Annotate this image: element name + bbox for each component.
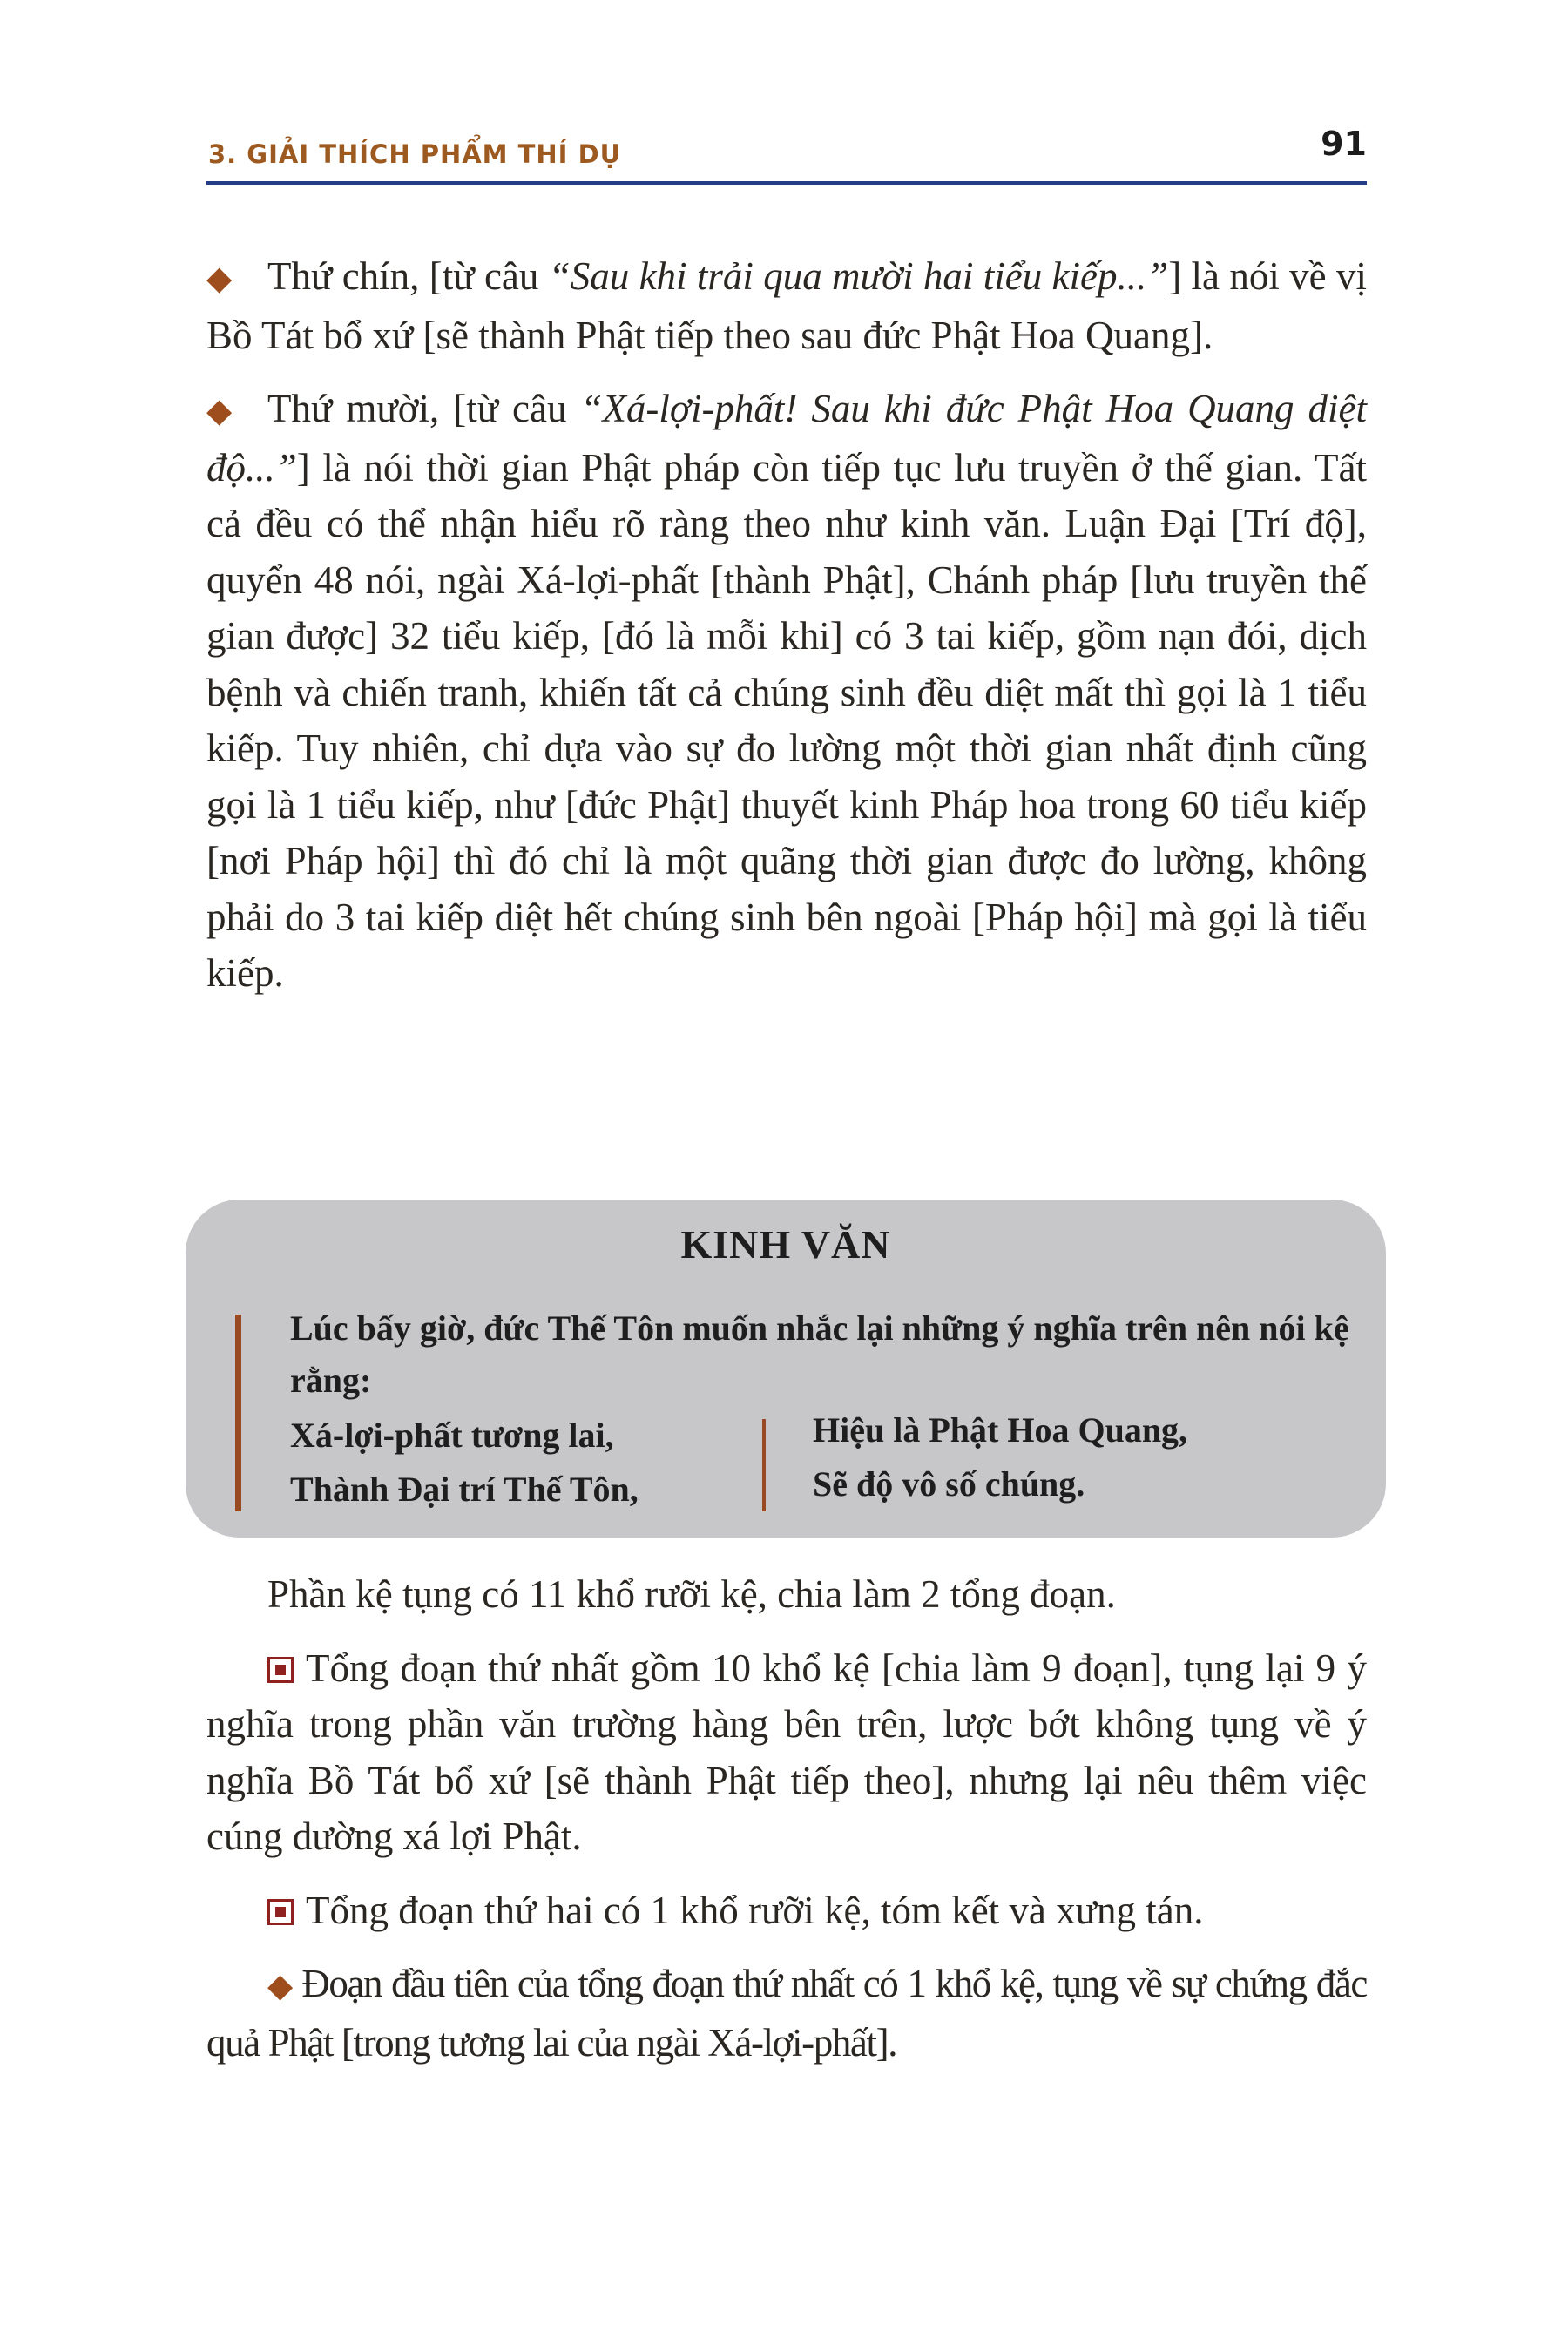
diamond-icon: ◆ (267, 1968, 294, 2004)
paragraph-tenth-quote: “Xá-lợi-phất! Sau khi đức Phật Hoa Quang diệt độ...” (206, 387, 1367, 490)
kinh-van-box (186, 1200, 1386, 1538)
diamond-icon: ◆ (206, 393, 233, 429)
body-text-bottom (206, 1566, 1367, 2071)
paragraph-tenth (206, 381, 1367, 1002)
paragraph-ninth (206, 248, 1367, 363)
paragraph-section-1 (206, 1640, 1367, 1865)
verse-right (813, 1403, 1187, 1511)
square-bullet-icon (267, 1899, 294, 1925)
paragraph-ninth-lead: Thứ chín, [từ câu (267, 254, 549, 298)
verse-line: Xá-lợi-phất tương lai, (290, 1416, 614, 1455)
paragraph-last-text: Đoạn đầu tiên của tổng đoạn thứ nhất có 1 khổ kệ, tụng về sự chứng đắc quả Phật [trong tương lai của ngài Xá-lợi-phất]. (206, 1962, 1367, 2065)
page-header (206, 120, 1367, 185)
kinh-van-title: KINH VĂN (680, 1222, 891, 1267)
diamond-icon: ◆ (206, 260, 233, 297)
paragraph-section-1-text: Tổng đoạn thứ nhất gồm 10 khổ kệ [chia làm 9 đoạn], tụng lại 9 ý nghĩa trong phần văn trường hàng bên trên, lược bớt không tụng về ý nghĩa Bồ Tát bổ xứ [sẽ thành Phật tiếp theo], nhưng lại nêu thêm việc cúng dường xá lợi Phật. (206, 1646, 1367, 1858)
paragraph-tenth-rest: ] là nói thời gian Phật pháp còn tiếp tục lưu truyền ở thế gian. Tất cả đều có thể nhận hiểu rõ ràng theo như kinh văn. Luận Đại [Trí độ], quyển 48 nói, ngài Xá-lợi-phất [thành Phật], Chánh pháp [lưu truyền thế gian được] 32 tiểu kiếp, [đó là mỗi khi] có 3 tai kiếp, gồm nạn đói, dịch bệnh và chiến tranh, khiến tất cả chúng sinh đều diệt mất thì gọi là 1 tiểu kiếp. Tuy nhiên, chỉ dựa vào sự đo lường một thời gian nhất định cũng gọi là 1 tiểu kiếp, như [đức Phật] thuyết kinh Pháp hoa trong 60 tiểu kiếp [nơi Pháp hội] thì đó chỉ là một quãng thời gian được đo lường, không phải do 3 tai kiếp diệt hết chúng sinh bên ngoài [Pháp hội] mà gọi là tiểu kiếp. (206, 445, 1367, 995)
left-accent-bar (235, 1315, 241, 1511)
page-number: 91 (1321, 125, 1367, 163)
paragraph-last (206, 1956, 1367, 2071)
paragraph-section-2-text: Tổng đoạn thứ hai có 1 khổ rưỡi kệ, tóm kết và xưng tán. (306, 1888, 1204, 1932)
verse-left (290, 1409, 639, 1517)
chapter-title: 3. GIẢI THÍCH PHẨM THÍ DỤ (208, 139, 622, 169)
body-text-top (206, 248, 1367, 1002)
verse-line: Sẽ độ vô số chúng. (813, 1464, 1085, 1504)
paragraph-section-2 (206, 1882, 1367, 1939)
paragraph-ninth-rest: ] là nói về vị Bồ Tát bổ xứ [sẽ thành Phật tiếp theo sau đức Phật Hoa Quang]. (206, 254, 1367, 357)
verse-divider (762, 1419, 766, 1511)
verse-line: Thành Đại trí Thế Tôn, (290, 1470, 639, 1509)
verse-line: Hiệu là Phật Hoa Quang, (813, 1410, 1188, 1450)
paragraph-ninth-quote: “Sau khi trải qua mười hai tiểu kiếp...” (548, 254, 1169, 298)
kinh-van-intro: Lúc bấy giờ, đức Thế Tôn muốn nhắc lại những ý nghĩa trên nên nói kệ rằng: (290, 1308, 1349, 1400)
paragraph-tenth-lead: Thứ mười, [từ câu (267, 387, 581, 430)
square-bullet-icon (267, 1657, 294, 1683)
paragraph-intro: Phần kệ tụng có 11 khổ rưỡi kệ, chia làm 2 tổng đoạn. (267, 1572, 1116, 1616)
